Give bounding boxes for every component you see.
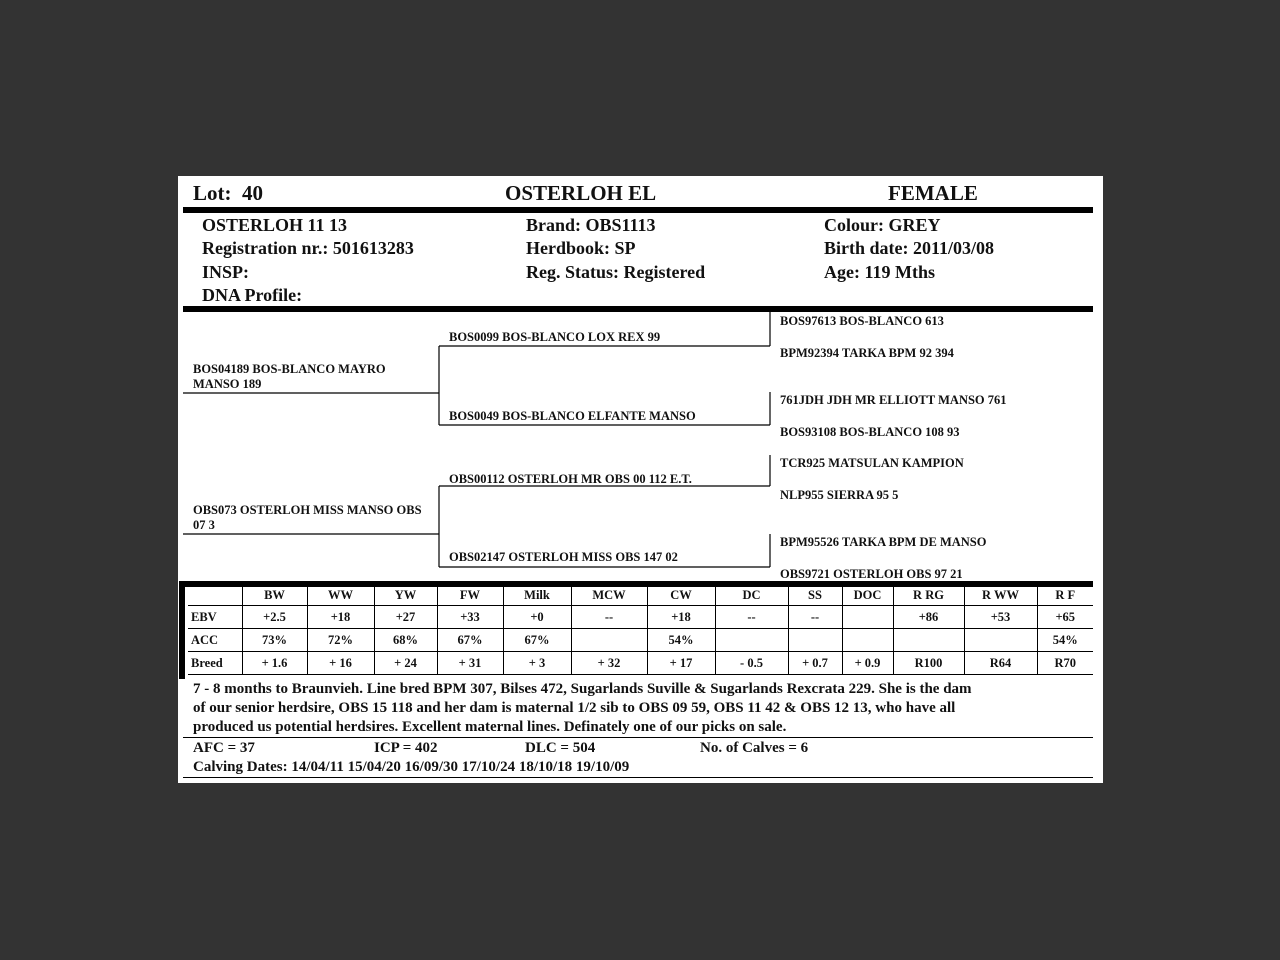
- dna-profile-label: DNA Profile:: [202, 285, 303, 305]
- acc-cell: 67%: [437, 629, 503, 652]
- ebv-header-cell: WW: [307, 586, 374, 606]
- breed-cell: + 24: [374, 652, 437, 675]
- acc-cell: ACC: [188, 629, 242, 652]
- ggp-5: TCR925 MATSULAN KAMPION: [780, 456, 964, 470]
- notes-divider: [183, 737, 1093, 738]
- acc-cell: 68%: [374, 629, 437, 652]
- ebv-header-cell: DOC: [842, 586, 893, 606]
- dlc-value: DLC = 504: [525, 740, 596, 756]
- lot-card: [178, 176, 1103, 783]
- breed-cell: + 32: [571, 652, 647, 675]
- registration-number: Registration nr.: 501613283: [202, 238, 414, 258]
- insp-label: INSP:: [202, 262, 250, 282]
- ebv-header-cell: R WW: [964, 586, 1037, 606]
- acc-cell: [964, 629, 1037, 652]
- acc-row: [188, 629, 1093, 652]
- breed-cell: + 0.7: [788, 652, 842, 675]
- dam-sire-name: OBS00112 OSTERLOH MR OBS 00 112 E.T.: [449, 472, 692, 486]
- ebv-cell: +65: [1037, 606, 1093, 629]
- afc-value: AFC = 37: [193, 740, 255, 756]
- bottom-rule: [183, 777, 1093, 778]
- calving-dates: Calving Dates: 14/04/11 15/04/20 16/09/30 17/10/24 18/10/18 19/10/09: [193, 759, 630, 775]
- acc-cell: [788, 629, 842, 652]
- ebv-cell: +18: [647, 606, 715, 629]
- ebv-cell: +0: [503, 606, 571, 629]
- ebv-header-cell: BW: [242, 586, 307, 606]
- breed-row: [188, 652, 1093, 675]
- breed-cell: + 31: [437, 652, 503, 675]
- breed-cell: + 1.6: [242, 652, 307, 675]
- breed-cell: R64: [964, 652, 1037, 675]
- ebv-cell: [842, 606, 893, 629]
- dam-name: OBS073 OSTERLOH MISS MANSO OBS 07 3: [193, 503, 422, 532]
- lot-label-text: Lot:: [193, 181, 232, 205]
- herdbook: Herdbook: SP: [526, 238, 636, 258]
- ebv-cell: +86: [893, 606, 964, 629]
- ebv-header-cell: R RG: [893, 586, 964, 606]
- breed-cell: + 0.9: [842, 652, 893, 675]
- header-divider: [183, 207, 1093, 213]
- breed-cell: Breed: [188, 652, 242, 675]
- acc-cell: [842, 629, 893, 652]
- ebv-header-cell: SS: [788, 586, 842, 606]
- animal-name: OSTERLOH 11 13: [202, 215, 348, 235]
- sex-label: FEMALE: [888, 181, 978, 205]
- ggp-2: BPM92394 TARKA BPM 92 394: [780, 346, 954, 360]
- ebv-header-cell: [188, 586, 242, 606]
- breed-cell: + 16: [307, 652, 374, 675]
- ebv-cell: +18: [307, 606, 374, 629]
- ebv-header-cell: MCW: [571, 586, 647, 606]
- lot-number: 40: [242, 181, 263, 205]
- ebv-header-cell: CW: [647, 586, 715, 606]
- ebv-cell: --: [788, 606, 842, 629]
- breed-cell: + 17: [647, 652, 715, 675]
- breed-cell: + 3: [503, 652, 571, 675]
- ebv-cell: +33: [437, 606, 503, 629]
- sire-sire-name: BOS0099 BOS-BLANCO LOX REX 99: [449, 330, 661, 344]
- ebv-table: [188, 586, 1093, 675]
- birth-date: Birth date: 2011/03/08: [824, 238, 994, 258]
- acc-cell: [715, 629, 788, 652]
- ebv-header-cell: Milk: [503, 586, 571, 606]
- notes-line-2: of our senior herdsire, OBS 15 118 and her dam is maternal 1/2 sib to OBS 09 59, OBS 11 42 & OBS 12 13, who have all: [193, 700, 956, 716]
- acc-cell: [893, 629, 964, 652]
- acc-cell: 72%: [307, 629, 374, 652]
- dam-dam-name: OBS02147 OSTERLOH MISS OBS 147 02: [449, 550, 678, 564]
- ebv-cell: --: [715, 606, 788, 629]
- ggp-8: OBS9721 OSTERLOH OBS 97 21: [780, 567, 963, 581]
- ggp-1: BOS97613 BOS-BLANCO 613: [780, 314, 944, 328]
- acc-cell: 54%: [1037, 629, 1093, 652]
- ebv-header-cell: DC: [715, 586, 788, 606]
- ebv-header-cell: YW: [374, 586, 437, 606]
- ebv-cell: +53: [964, 606, 1037, 629]
- ebv-row: [188, 606, 1093, 629]
- breed-cell: R70: [1037, 652, 1093, 675]
- stud-name: OSTERLOH EL: [505, 181, 657, 205]
- brand: Brand: OBS1113: [526, 215, 656, 235]
- breed-cell: R100: [893, 652, 964, 675]
- ebv-cell: +27: [374, 606, 437, 629]
- ggp-6: NLP955 SIERRA 95 5: [780, 488, 899, 502]
- calves-count: No. of Calves = 6: [700, 740, 809, 756]
- ggp-3: 761JDH JDH MR ELLIOTT MANSO 761: [780, 393, 1007, 407]
- ggp-7: BPM95526 TARKA BPM DE MANSO: [780, 535, 987, 549]
- ebv-cell: +2.5: [242, 606, 307, 629]
- icp-value: ICP = 402: [374, 740, 438, 756]
- ebv-cell: EBV: [188, 606, 242, 629]
- ebv-cell: --: [571, 606, 647, 629]
- sire-name: BOS04189 BOS-BLANCO MAYRO MANSO 189: [193, 362, 386, 391]
- notes-line-1: 7 - 8 months to Braunvieh. Line bred BPM 307, Bilses 472, Sugarlands Suville & Sugarlands Rexcrata 229. She is the dam: [193, 681, 972, 697]
- acc-cell: 67%: [503, 629, 571, 652]
- acc-cell: 54%: [647, 629, 715, 652]
- notes-line-3: produced us potential herdsires. Excellent maternal lines. Definately one of our picks on sale.: [193, 719, 787, 735]
- ggp-4: BOS93108 BOS-BLANCO 108 93: [780, 425, 960, 439]
- sire-dam-name: BOS0049 BOS-BLANCO ELFANTE MANSO: [449, 409, 696, 423]
- lot-label: [193, 181, 263, 206]
- ebv-left-bar: [179, 581, 185, 679]
- colour: Colour: GREY: [824, 215, 941, 235]
- ebv-header-row: [188, 586, 1093, 606]
- acc-cell: 73%: [242, 629, 307, 652]
- ebv-header-cell: R F: [1037, 586, 1093, 606]
- reg-status: Reg. Status: Registered: [526, 262, 706, 282]
- breed-cell: - 0.5: [715, 652, 788, 675]
- ebv-header-cell: FW: [437, 586, 503, 606]
- acc-cell: [571, 629, 647, 652]
- age: Age: 119 Mths: [824, 262, 935, 282]
